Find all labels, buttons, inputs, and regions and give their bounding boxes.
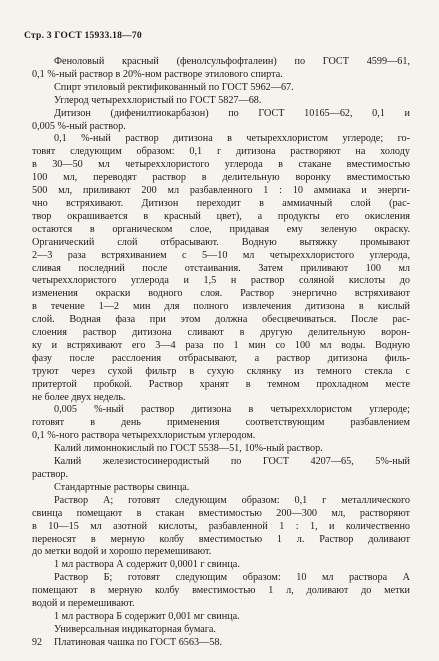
text-line: Раствор А; готовят следующим образом: 0,1 г металлического [54, 494, 410, 506]
text-line: готовят в день применения соответствующим разбавлением [32, 417, 410, 429]
text-line: 1 мл раствора А содержит 0,0001 г свинца. [54, 559, 240, 571]
text-line: Раствор Б; готовят следующим образом: 10 мл раствора А [54, 572, 410, 584]
text-line: ку и встряхивают его 3—4 раза по 1 мин со 100 мл воды. Водную [32, 339, 410, 351]
text-line: четыреххлористого углерода и 1,5 н раствор соляной кислоты до [32, 275, 410, 287]
text-line: Калий лимоннокислый по ГОСТ 5538—51, 10%-ный раствор. [54, 443, 323, 455]
page-number: 92 [32, 637, 42, 648]
text-line: чно встряхивают. Дитизон переходит в аммиачный слой (рас- [32, 197, 410, 209]
text-line: раствор. [32, 469, 69, 480]
text-line: фазу после расслоения отбрасывают, а раствор дитизона филь- [32, 352, 410, 364]
text-line: до метки водой и хорошо перемешивают. [32, 546, 212, 558]
text-line: не более двух недель. [32, 391, 126, 403]
text-line: 0,005 %-ный раствор дитизона в четыреххлористом углероде; [54, 404, 410, 416]
text-line: Платиновая чашка по ГОСТ 6563—58. [54, 636, 223, 648]
text-line: 0,005 %-ный раствор. [32, 120, 126, 132]
text-line: водой и перемешивают. [32, 598, 135, 610]
text-line: 500 мл, приливают 200 мл разбавленного 1 : 10 аммиака и энерги- [32, 185, 410, 197]
text-line: свинца помещают в стакан вместимостью 200—300 мл, растворяют [32, 507, 410, 519]
text-line: остаются в органическом слое, придавая ему зеленую окраску. [32, 223, 410, 235]
text-line: Органический слой отбрасывают. Водную вытяжку промывают [32, 236, 410, 248]
text-line: Калий железистосинеродистый по ГОСТ 4207—65, 5%-ный [54, 456, 410, 468]
text-line: товят следующим образом: 0,1 г дитизона растворяют на холоду [32, 146, 410, 158]
text-line: Универсальная индикаторная бумага. [54, 623, 216, 635]
text-line: 0,1 %-ный раствор в 20%-ном растворе этилового спирта. [32, 68, 283, 80]
text-line: притертой пробкой. Раствор хранят в темном прохладном месте [32, 378, 410, 390]
text-line: изменения окраски водного слоя. Раствор энергично встряхивают [32, 288, 410, 300]
text-line: 0,1 %-ный раствор дитизона в четыреххлористом углероде; го- [54, 133, 410, 145]
text-line: 2—3 раза встряхиванием с 5—10 мл четыреххлористого углерода, [32, 249, 410, 261]
text-line: 1 мл раствора Б содержит 0,001 мг свинца. [54, 610, 240, 622]
text-line: в 30—50 мл четыреххлористого углерода в стакане вместимостью [32, 159, 410, 171]
text-line: труют через сухой фильтр в сухую склянку из темного стекла с [32, 365, 410, 377]
text-line: помещают в мерную колбу вместимостью 1 л, доливают до метки [32, 585, 410, 597]
text-line: в 10—15 мл азотной кислоты, разбавленной 1 : 1, и количественно [32, 520, 410, 532]
text-line: Феноловый красный (фенолсульфофталеин) по ГОСТ 4599—61, [54, 56, 410, 67]
text-line: твор окрашивается в красный цвет), а продукты его окисления [32, 210, 410, 222]
text-line: 0,1 %-ного раствора четыреххлористым углеродом. [32, 430, 256, 442]
text-line: слоения раствор дитизона сливают в другую делительную ворон- [32, 327, 410, 339]
text-line: Спирт этиловый ректификованный по ГОСТ 5962—67. [54, 81, 294, 93]
document-body [32, 56, 410, 650]
text-line: сливая последний после отстаивания. Затем приливают 100 мл [32, 262, 410, 274]
text-line: Стандартные растворы свинца. [54, 481, 190, 493]
text-line: в течение 1—2 мин для полного извлечения дитизона в кислый [32, 301, 410, 313]
page-header: Стр. 3 ГОСТ 15933.18—70 [24, 30, 142, 41]
text-line: Углерод четыреххлористый по ГОСТ 5827—68. [54, 94, 262, 106]
text-line: слой. Водная фаза при этом должна обесцвечиваться. После рас- [32, 314, 410, 326]
text-line: переносят в мерную колбу вместимостью 1 л. Раствор доливают [32, 533, 410, 545]
text-line: Дитизон (дифенилтиокарбазон) по ГОСТ 10165—62, 0,1 и [54, 107, 410, 119]
text-line: 100 мл, переводят раствор в делительную воронку вместимостью [32, 172, 410, 184]
